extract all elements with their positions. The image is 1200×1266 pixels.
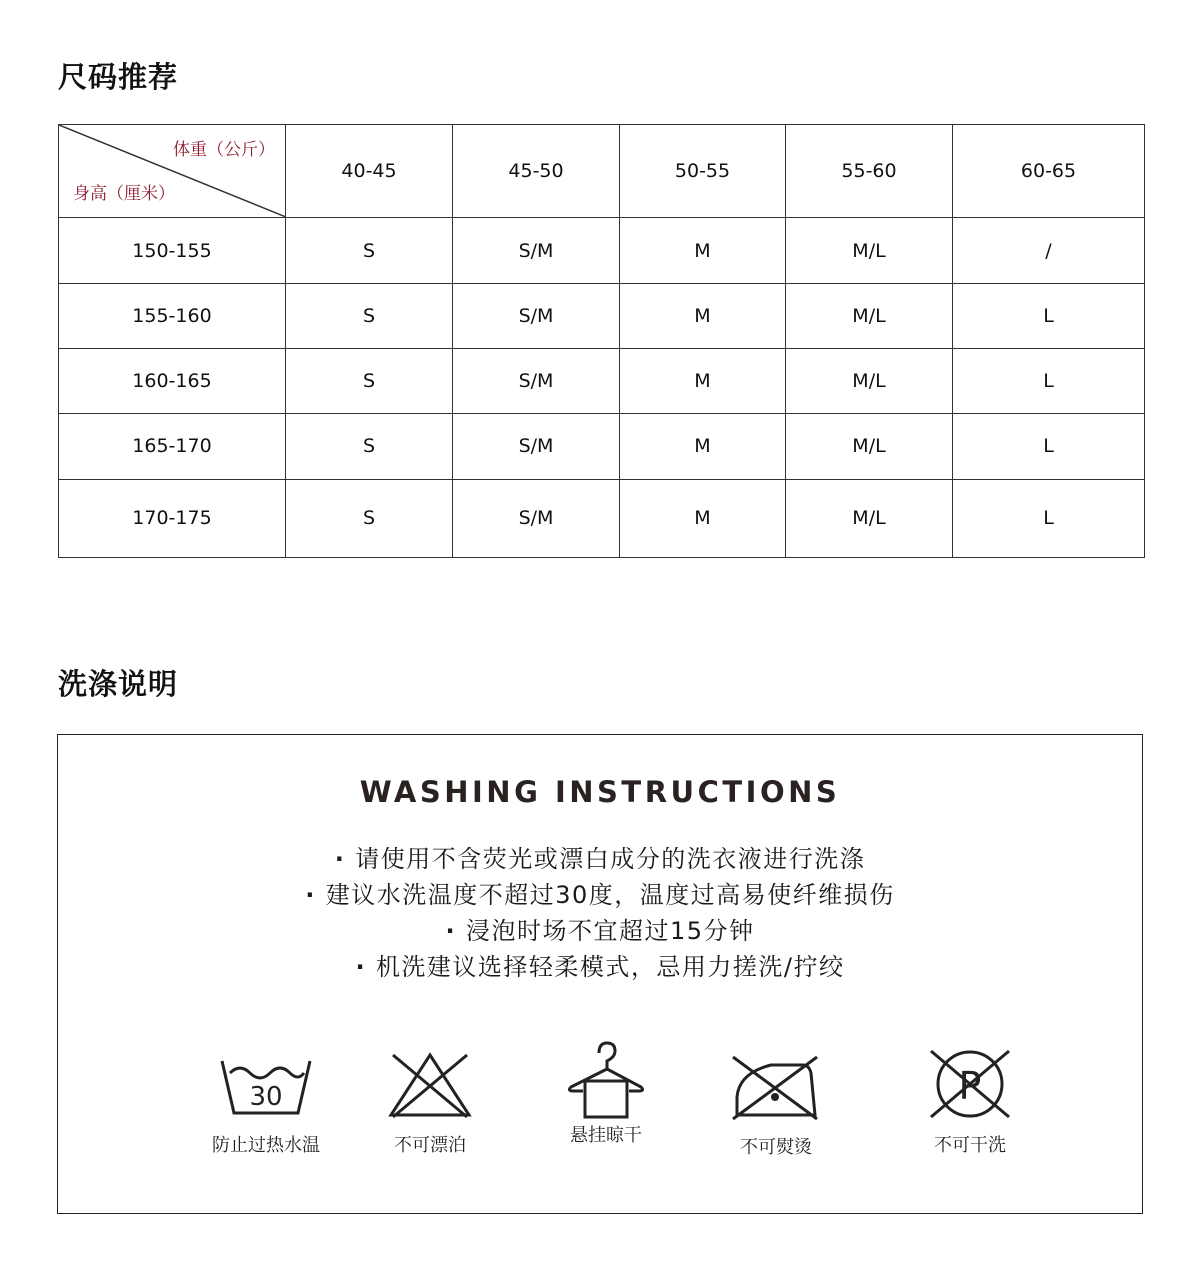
table-row xyxy=(59,349,1145,414)
table-row xyxy=(59,414,1145,479)
size-cell: M xyxy=(620,218,786,283)
care-symbol-iron xyxy=(686,1053,866,1159)
no-bleach-icon xyxy=(385,1051,475,1121)
svg-text:P: P xyxy=(958,1064,982,1108)
table-row xyxy=(59,479,1145,557)
size-cell: M/L xyxy=(786,414,953,479)
instruction-list xyxy=(58,841,1142,985)
care-label: 不可干洗 xyxy=(934,1135,1006,1156)
size-cell: M/L xyxy=(786,479,953,557)
weight-col-header: 50-55 xyxy=(620,125,786,218)
size-cell: L xyxy=(953,479,1145,557)
height-cell: 160-165 xyxy=(59,349,286,414)
size-cell: M/L xyxy=(786,218,953,283)
height-axis-label: 身高（厘米） xyxy=(73,184,175,204)
weight-col-header: 55-60 xyxy=(786,125,953,218)
size-cell: S xyxy=(286,479,453,557)
weight-col-header: 40-45 xyxy=(286,125,453,218)
care-symbol-wash xyxy=(176,1051,356,1157)
table-header-row xyxy=(59,125,1145,218)
size-cell: S xyxy=(286,218,453,283)
size-cell: / xyxy=(953,218,1145,283)
weight-col-header: 45-50 xyxy=(453,125,620,218)
size-cell: L xyxy=(953,283,1145,348)
care-label: 不可熨烫 xyxy=(740,1137,812,1158)
size-cell: M/L xyxy=(786,283,953,348)
care-symbol-hang xyxy=(516,1041,696,1147)
size-cell: S xyxy=(286,349,453,414)
washing-instructions-box xyxy=(57,734,1143,1214)
height-cell: 150-155 xyxy=(59,218,286,283)
height-cell: 155-160 xyxy=(59,283,286,348)
hang-dry-icon xyxy=(561,1041,651,1121)
size-cell: L xyxy=(953,414,1145,479)
size-chart-table xyxy=(58,124,1145,558)
size-cell: M xyxy=(620,479,786,557)
table-row xyxy=(59,218,1145,283)
size-cell: L xyxy=(953,349,1145,414)
size-cell: M/L xyxy=(786,349,953,414)
care-symbol-bleach xyxy=(340,1051,520,1157)
size-cell: M xyxy=(620,283,786,348)
height-cell: 165-170 xyxy=(59,414,286,479)
instruction-item: · 请使用不含荧光或漂白成分的洗衣液进行洗涤 xyxy=(58,841,1142,877)
weight-axis-label: 体重（公斤） xyxy=(173,140,275,160)
size-cell: S/M xyxy=(453,283,620,348)
instruction-item: · 浸泡时场不宜超过15分钟 xyxy=(58,913,1142,949)
size-cell: S/M xyxy=(453,349,620,414)
no-dry-clean-icon xyxy=(925,1047,1015,1121)
size-cell: S/M xyxy=(453,414,620,479)
size-cell: S xyxy=(286,283,453,348)
care-label: 防止过热水温 xyxy=(212,1135,320,1156)
instruction-item: · 机洗建议选择轻柔模式，忌用力搓洗/拧绞 xyxy=(58,949,1142,985)
washing-heading: WASHING INSTRUCTIONS xyxy=(359,775,841,809)
care-symbol-dry-clean xyxy=(880,1047,1060,1157)
size-cell: S/M xyxy=(453,479,620,557)
weight-col-header: 60-65 xyxy=(953,125,1145,218)
size-cell: M xyxy=(620,414,786,479)
size-cell: M xyxy=(620,349,786,414)
no-iron-icon xyxy=(731,1053,821,1123)
diagonal-header-cell xyxy=(59,125,286,218)
size-cell: S/M xyxy=(453,218,620,283)
instruction-item: · 建议水洗温度不超过30度，温度过高易使纤维损伤 xyxy=(58,877,1142,913)
wash-section-title: 洗涤说明 xyxy=(58,667,179,701)
size-section-title: 尺码推荐 xyxy=(58,60,179,94)
size-cell: S xyxy=(286,414,453,479)
wash-30-icon xyxy=(216,1051,316,1121)
care-label: 悬挂晾干 xyxy=(570,1125,642,1146)
wash-temp-label: 30 xyxy=(249,1082,283,1112)
table-row xyxy=(59,283,1145,348)
height-cell: 170-175 xyxy=(59,479,286,557)
care-label: 不可漂泊 xyxy=(394,1135,466,1156)
